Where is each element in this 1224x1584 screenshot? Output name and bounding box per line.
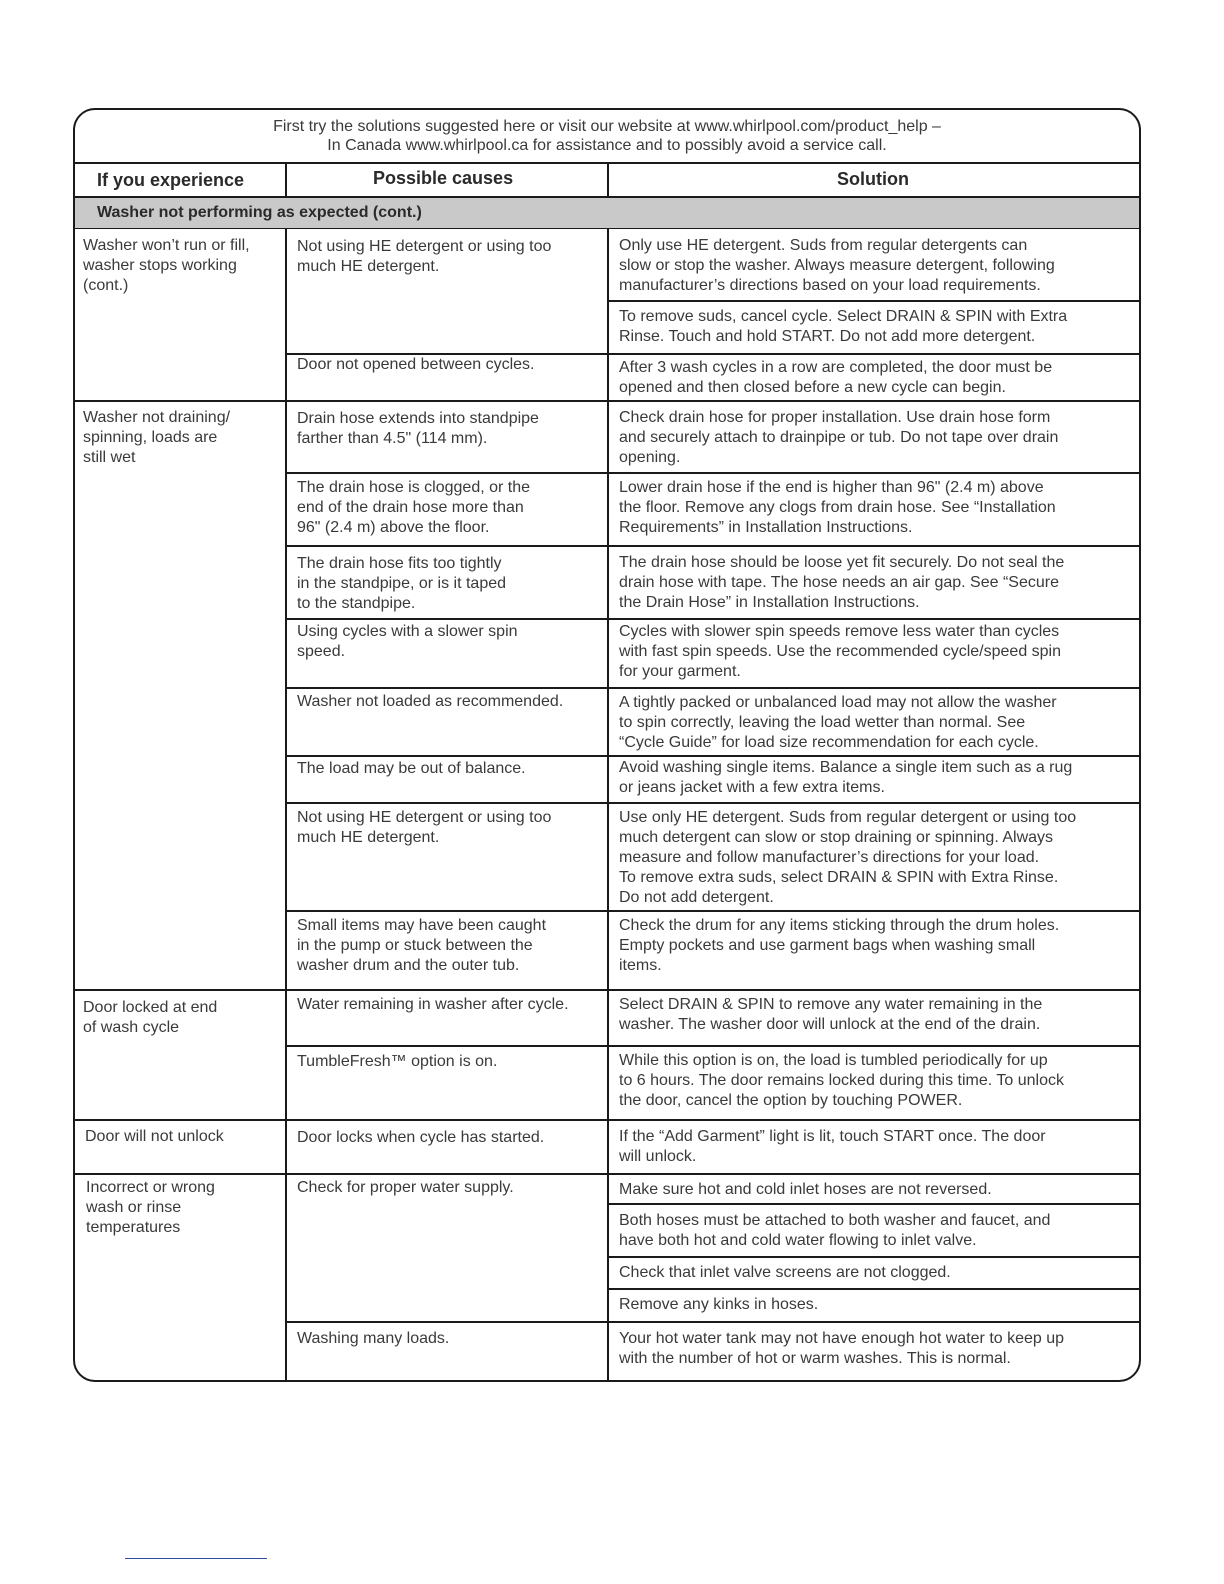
solution-cell: Remove any kinks in hoses. xyxy=(619,1296,819,1313)
solution-cell: Cycles with slower spin speeds remove less water than cycles with fast spin speeds. Use the recommended cycle/speed spin for your garment. xyxy=(619,623,1062,680)
cause-cell: Washer not loaded as recommended. xyxy=(297,693,564,710)
divider xyxy=(75,989,1139,991)
header-causes: Possible causes xyxy=(373,168,514,188)
divider xyxy=(285,472,1139,474)
experience-cell: Washer won’t run or fill, washer stops working (cont.) xyxy=(83,237,250,294)
intro-line-2: In Canada www.whirlpool.ca for assistance and to possibly avoid a service call. xyxy=(327,137,887,154)
solution-cell: Use only HE detergent. Suds from regular detergent or using too much detergent can slow or stop draining or spinning. Always measure and follow manufacturer’s directions for your load. To remove extra suds, select DRAIN & SPIN with Extra Rinse. Do not add detergent. xyxy=(619,809,1077,906)
cause-cell: Not using HE detergent or using too much HE detergent. xyxy=(297,809,552,846)
experience-cell: Incorrect or wrong wash or rinse temperatures xyxy=(86,1179,215,1236)
header-solution: Solution xyxy=(837,169,909,189)
divider xyxy=(285,1321,1139,1323)
cause-cell: Drain hose extends into standpipe farther than 4.5" (114 mm). xyxy=(297,410,539,447)
divider xyxy=(607,1203,1139,1205)
solution-cell: Make sure hot and cold inlet hoses are not reversed. xyxy=(619,1181,992,1198)
solution-cell: After 3 wash cycles in a row are completed, the door must be opened and then closed before a new cycle can begin. xyxy=(619,359,1053,396)
divider xyxy=(285,755,1139,757)
solution-cell: Check that inlet valve screens are not clogged. xyxy=(619,1264,951,1281)
header-experience: If you experience xyxy=(97,170,245,190)
divider xyxy=(285,545,1139,547)
experience-cell: Door will not unlock xyxy=(85,1128,224,1145)
cause-cell: Using cycles with a slower spin speed. xyxy=(297,623,518,660)
intro-line-1: First try the solutions suggested here or visit our website at www.whirlpool.com/product_help – xyxy=(273,118,941,135)
divider xyxy=(285,687,1139,689)
cause-cell: Door locks when cycle has started. xyxy=(297,1129,545,1146)
divider xyxy=(607,1288,1139,1290)
cause-cell: TumbleFresh™ option is on. xyxy=(297,1053,498,1070)
solution-cell: While this option is on, the load is tumbled periodically for up to 6 hours. The door remains locked during this time. To unlock the door, cancel the option by touching POWER. xyxy=(619,1052,1064,1109)
cause-cell: The drain hose is clogged, or the end of the drain hose more than 96" (2.4 m) above the floor. xyxy=(297,479,531,536)
footer-rule xyxy=(125,1558,267,1559)
divider xyxy=(607,300,1139,302)
solution-cell: Lower drain hose if the end is higher than 96" (2.4 m) above the floor. Remove any clogs from drain hose. See “Installation Requirements” in Installation Instructions. xyxy=(619,479,1056,536)
divider xyxy=(75,400,1139,402)
intro-note xyxy=(75,110,1139,164)
experience-cell: Washer not draining/ spinning, loads are still wet xyxy=(83,409,231,466)
troubleshooting-table xyxy=(73,108,1141,1382)
solution-cell: If the “Add Garment” light is lit, touch START once. The door will unlock. xyxy=(619,1128,1046,1165)
cause-cell: Washing many loads. xyxy=(297,1330,450,1347)
solution-cell: Avoid washing single items. Balance a single item such as a rug or jeans jacket with a few extra items. xyxy=(619,759,1073,796)
divider xyxy=(75,1119,1139,1121)
divider xyxy=(285,1045,1139,1047)
divider xyxy=(285,910,1139,912)
divider xyxy=(285,162,287,198)
divider xyxy=(285,802,1139,804)
experience-cell: Door locked at end of wash cycle xyxy=(83,999,218,1036)
cause-cell: The load may be out of balance. xyxy=(297,760,526,777)
section-title: Washer not performing as expected (cont.) xyxy=(75,198,1139,228)
cause-cell: Check for proper water supply. xyxy=(297,1179,514,1196)
divider xyxy=(285,618,1139,620)
solution-cell: To remove suds, cancel cycle. Select DRAIN & SPIN with Extra Rinse. Touch and hold START. Do not add more detergent. xyxy=(619,308,1068,345)
cause-cell: Door not opened between cycles. xyxy=(297,356,535,373)
solution-cell: Check drain hose for proper installation. Use drain hose form and securely attach to drainpipe or tub. Do not tape over drain opening. xyxy=(619,409,1059,466)
cause-cell: Small items may have been caught in the pump or stuck between the washer drum and the outer tub. xyxy=(297,917,547,974)
solution-cell: Both hoses must be attached to both washer and faucet, and have both hot and cold water flowing to inlet valve. xyxy=(619,1212,1051,1249)
cause-cell: Water remaining in washer after cycle. xyxy=(297,996,569,1013)
cause-cell: Not using HE detergent or using too much HE detergent. xyxy=(297,238,552,275)
divider xyxy=(607,1256,1139,1258)
solution-cell: Check the drum for any items sticking through the drum holes. Empty pockets and use garment bags when washing small items. xyxy=(619,917,1060,974)
solution-cell: The drain hose should be loose yet fit securely. Do not seal the drain hose with tape. The hose needs an air gap. See “Secure the Drain Hose” in Installation Instructions. xyxy=(619,554,1065,611)
solution-cell: Only use HE detergent. Suds from regular detergents can slow or stop the washer. Always measure detergent, following manufacturer’s directions based on your load requirements. xyxy=(619,237,1055,294)
cause-cell: The drain hose fits too tightly in the standpipe, or is it taped to the standpipe. xyxy=(297,555,507,612)
divider xyxy=(607,162,609,198)
solution-cell: A tightly packed or unbalanced load may not allow the washer to spin correctly, leaving the load wetter than normal. See “Cycle Guide” for load size recommendation for each cycle. xyxy=(619,694,1057,751)
solution-cell: Select DRAIN & SPIN to remove any water remaining in the washer. The washer door will unlock at the end of the drain. xyxy=(619,996,1043,1033)
divider xyxy=(75,1173,1139,1175)
solution-cell: Your hot water tank may not have enough hot water to keep up with the number of hot or warm washes. This is normal. xyxy=(619,1330,1065,1367)
